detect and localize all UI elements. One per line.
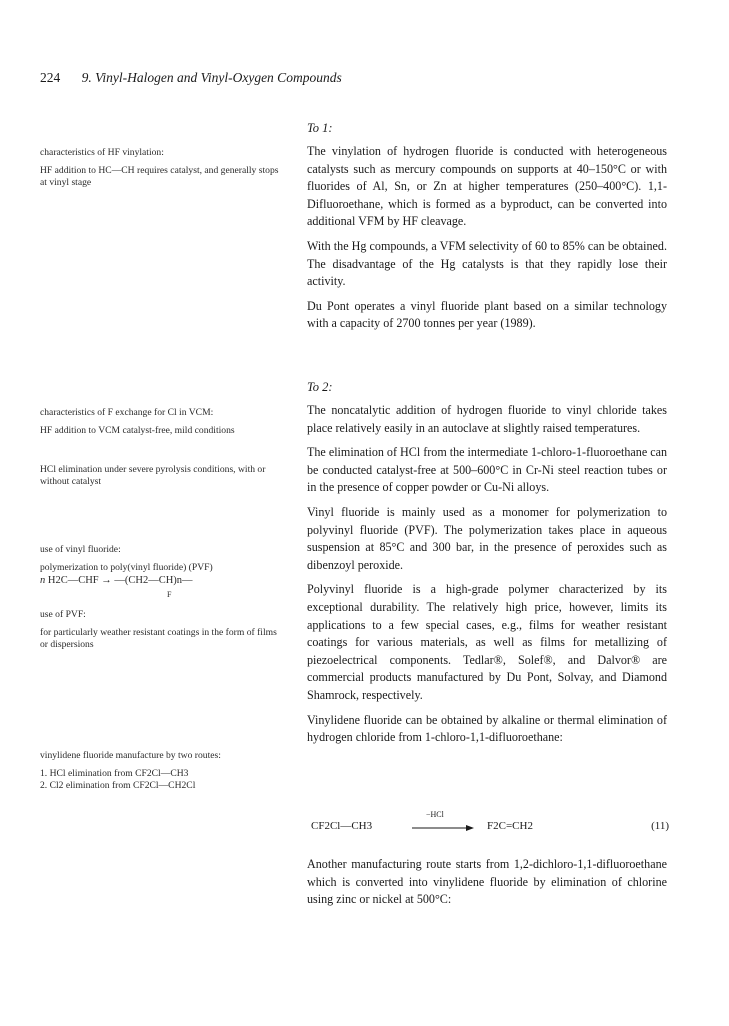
reaction-arrow [412, 810, 474, 834]
reaction-prefix: n [40, 575, 46, 586]
section2-body [307, 402, 667, 754]
paragraph: Polyvinyl fluoride is a high-grade polymer characterized by its exceptional durability. The relatively high price, however, limits its applications to a few special cases, e.g., films for weather resistant coatings for various materials, as well as films for metallizing of piezoelectrical components. Tedlar®, Solef®, and Dalvor® are commercial products manufactured by Du Pont, Solvay, and Diamond Shamrock, respectively. [307, 582, 667, 702]
chapter-title: 9. Vinyl-Halogen and Vinyl-Oxygen Compounds [81, 70, 342, 85]
page-number: 224 [40, 70, 61, 85]
paragraph: With the Hg compounds, a VFM selectivity of 60 to 85% can be obtained. The disadvantage of the Hg catalysts is that they rapidly lose their activity. [307, 238, 667, 289]
side-note: use of PVF: [40, 609, 86, 620]
page-header [40, 70, 342, 86]
equation-reactant: CF2Cl—CH3 [311, 820, 373, 832]
side-note: polymerization to poly(vinyl fluoride) (PVF) [40, 562, 213, 573]
paragraph: The elimination of HCl from the intermediate 1-chloro-1-fluoroethane can be conducted catalyst-free at 500–600°C in Cr-Ni steel reaction tubes or in the presence of copper powder or Cu-Ni alloys. [307, 445, 667, 495]
reaction-reactant: H2C—CHF [47, 575, 99, 586]
side-note: use of vinyl fluoride: [40, 544, 121, 555]
equation-product: F2C=CH2 [487, 820, 533, 832]
pvf-reaction [40, 575, 280, 603]
side-notes-hf-vinylation [40, 147, 280, 195]
side-note: HF addition to HC—CH requires catalyst, and generally stops at vinyl stage [40, 165, 279, 188]
paragraph: The vinylation of hydrogen fluoride is conducted with heterogeneous catalysts such as mercury compounds on supports at 40–150°C or with fluorides of Al, Sn, or Zn at higher temperatures (250–400°C). 1,1-Difluoroethane, which is formed as a byproduct, can be converted into additional VFM by HF cleavage. [307, 144, 667, 229]
side-notes-hcl-elimination [40, 464, 280, 494]
closing-body [307, 856, 667, 916]
paragraph: Vinyl fluoride is mainly used as a monomer for polymerization to polyvinyl fluoride (PVF). The polymerization takes place in aqueous suspension at 85°C and 300 bar, in the presence of peroxides such as dibenzoyl peroxide. [307, 504, 667, 572]
paragraph: Another manufacturing route starts from 1,2-dichloro-1,1-difluoroethane which is converted into vinylidene fluoride by elimination of chlorine using zinc or nickel at 500°C: [307, 857, 667, 907]
paragraph: Vinylidene fluoride can be obtained by alkaline or thermal elimination of hydrogen chloride from 1-chloro-1,1-difluoroethane: [307, 712, 667, 745]
side-note: HCl elimination under severe pyrolysis conditions, with or without catalyst [40, 464, 266, 487]
section-heading-to-2: To 2: [307, 380, 333, 394]
reaction-product: —(CH2—CH)n— [114, 575, 193, 586]
side-notes-pvf-use [40, 609, 280, 657]
arrow-icon [412, 824, 474, 832]
side-note: HF addition to VCM catalyst-free, mild conditions [40, 425, 235, 436]
equation-condition: −HCl [426, 810, 444, 819]
reaction-arrow: → [101, 575, 112, 586]
side-note: characteristics of HF vinylation: [40, 147, 164, 158]
section-heading-to-1: To 1: [307, 121, 333, 135]
side-note: 1. HCl elimination from CF2Cl—CH3 [40, 768, 189, 779]
side-notes-f-exchange [40, 407, 280, 443]
side-notes-vinylidene-fluoride [40, 750, 280, 792]
section1-body [307, 143, 667, 340]
equation-11 [307, 810, 669, 840]
equation-number: (11) [651, 820, 669, 832]
side-note: vinylidene fluoride manufacture by two routes: [40, 750, 221, 761]
side-note: characteristics of F exchange for Cl in VCM: [40, 407, 214, 418]
side-note: for particularly weather resistant coatings in the form of films or dispersions [40, 627, 277, 650]
reaction-substituent: F [167, 590, 172, 599]
paragraph: The noncatalytic addition of hydrogen fluoride to vinyl chloride takes place relatively easily in an autoclave at slightly raised temperatures. [307, 403, 667, 435]
side-note: 2. Cl2 elimination from CF2Cl—CH2Cl [40, 780, 196, 791]
side-notes-vinyl-fluoride-use [40, 544, 280, 603]
paragraph: Du Pont operates a vinyl fluoride plant based on a similar technology with a capacity of 2700 tonnes per year (1989). [307, 298, 667, 331]
